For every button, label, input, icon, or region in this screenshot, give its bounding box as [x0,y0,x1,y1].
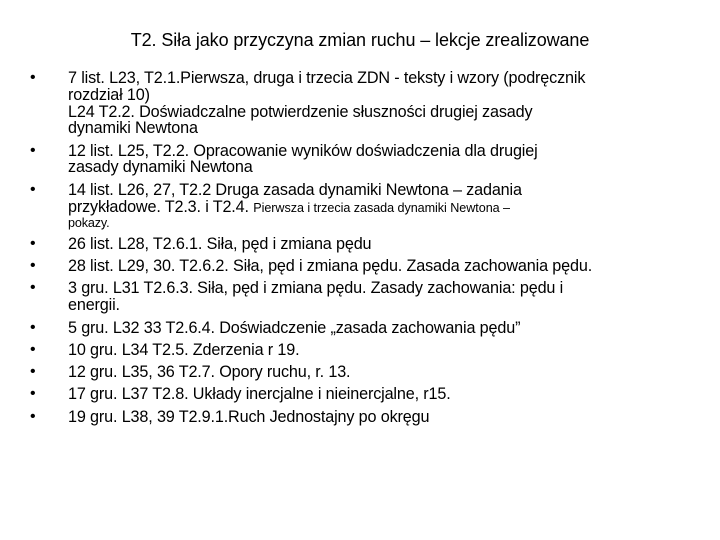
bullet-icon: • [30,69,36,86]
lesson-text-line: 12 list. L25, T2.2. Opracowanie wyników doświadczenia dla drugiej [68,141,538,160]
lesson-text-line: energii. [68,296,120,315]
lesson-text-small: pokazy. [68,216,110,231]
bullet-icon: • [30,340,36,358]
lesson-item [30,236,700,253]
lesson-text-line [68,199,700,217]
slide-title: T2. Siła jako przyczyna zmian ruchu – lekcje zrealizowane [130,30,590,50]
lesson-text-line: 19 gru. L38, 39 T2.9.1.Ruch Jednostajny po okręgu [68,407,430,426]
lesson-text-line: 14 list. L26, 27, T2.2 Druga zasada dynamiki Newtona – zadania [68,180,522,199]
bullet-icon: • [30,257,36,275]
bullet-icon: • [30,180,36,198]
bullet-icon: • [30,141,36,159]
lesson-item [30,182,700,231]
lesson-text-line: rozdział 10) [68,85,150,104]
lesson-text-line: 7 list. L23, T2.1.Pierwsza, druga i trzecia ZDN - teksty i wzory (podręcznik [68,69,586,87]
lesson-item [30,143,700,177]
lesson-item [30,320,700,337]
lesson-item [30,342,700,359]
lesson-text-line: 26 list. L28, T2.6.1. Siła, pęd i zmiana pędu [68,234,372,253]
bullet-icon: • [30,234,36,252]
lesson-item [30,280,700,314]
lesson-text-line: 17 gru. L37 T2.8. Układy inercjalne i nieinercjalne, r15. [68,385,451,404]
lesson-list [30,70,700,431]
bullet-icon: • [30,385,36,403]
lesson-text-line: 5 gru. L32 33 T2.6.4. Doświadczenie „zasada zachowania pędu” [68,318,521,337]
lesson-text-line: 10 gru. L34 T2.5. Zderzenia r 19. [68,340,300,359]
lesson-item [30,386,700,403]
bullet-icon: • [30,318,36,336]
lesson-text-line: 28 list. L29, 30. T2.6.2. Siła, pęd i zmiana pędu. Zasada zachowania pędu. [68,257,593,276]
lesson-text-line: dynamiki Newtona [68,119,198,138]
lesson-text-small: Pierwsza i trzecia zasada dynamiki Newtona – [253,200,511,215]
bullet-icon: • [30,363,36,381]
lesson-item [30,364,700,381]
lesson-text-line: zasady dynamiki Newtona [68,158,253,177]
lesson-item [30,70,700,137]
lesson-item [30,409,700,426]
bullet-icon: • [30,279,36,297]
bullet-icon: • [30,407,36,425]
lesson-text-line: L24 T2.2. Doświadczalne potwierdzenie słuszności drugiej zasady [68,102,533,121]
lesson-text-line: 3 gru. L31 T2.6.3. Siła, pęd i zmiana pędu. Zasady zachowania: pędu i [68,279,564,298]
lesson-text-main: przykładowe. T2.3. i T2.4. [68,197,249,216]
lesson-text-line: 12 gru. L35, 36 T2.7. Opory ruchu, r. 13. [68,363,351,382]
lesson-item [30,258,700,275]
